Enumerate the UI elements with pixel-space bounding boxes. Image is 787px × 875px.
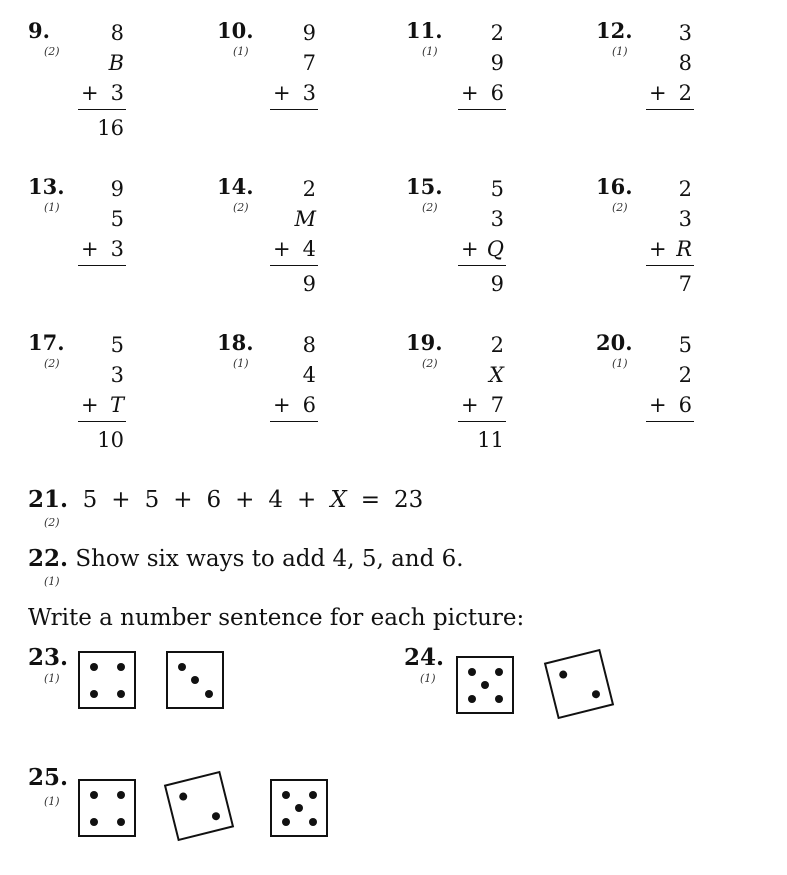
problem-number: 16. xyxy=(596,174,633,199)
addend-line xyxy=(646,360,696,390)
addend-value: 4 xyxy=(302,237,316,261)
addend-line xyxy=(270,48,320,78)
problem-17 xyxy=(28,330,208,470)
addend-line xyxy=(78,18,128,48)
problem-number: 17. xyxy=(28,330,65,355)
plus-sign: + xyxy=(461,237,479,261)
plus-sign: + xyxy=(461,81,479,105)
points: (1) xyxy=(422,45,438,58)
addend-line xyxy=(270,360,320,390)
problem-number: 24. xyxy=(404,644,445,671)
addend-line xyxy=(78,360,128,390)
addend-value: 6 xyxy=(302,393,316,417)
equation-term: 5 xyxy=(82,487,98,513)
addend-stack xyxy=(270,18,320,110)
pip xyxy=(205,690,213,698)
problem-number: 20. xyxy=(596,330,633,355)
addend-line xyxy=(458,18,508,48)
pip xyxy=(468,668,476,676)
pip xyxy=(211,811,221,821)
sum-line xyxy=(270,265,318,266)
addend-line xyxy=(458,48,508,78)
problem-number: 11. xyxy=(406,18,443,43)
addend-line xyxy=(270,18,320,48)
problem-number: 10. xyxy=(217,18,254,43)
points: (2) xyxy=(422,357,438,370)
problem-number: 25. xyxy=(28,764,69,791)
plus-sign: + xyxy=(649,81,667,105)
addend-line xyxy=(646,390,696,420)
addend-value: 3 xyxy=(678,207,692,231)
plus-sign: + xyxy=(649,237,667,261)
pip xyxy=(495,668,503,676)
addend-value: 9 xyxy=(110,177,124,201)
addend-value: 3 xyxy=(490,207,504,231)
pip xyxy=(295,804,303,812)
pip xyxy=(90,690,98,698)
sum-value: 9 xyxy=(302,272,316,296)
pip xyxy=(309,791,317,799)
plus-sign: + xyxy=(649,393,667,417)
instruction: Write a number sentence for each picture: xyxy=(28,605,525,631)
addend-stack xyxy=(78,174,128,266)
sum-line xyxy=(458,109,506,110)
addend-stack xyxy=(646,330,696,422)
plus-sign: + xyxy=(461,393,479,417)
addend-line xyxy=(78,390,128,420)
points: (2) xyxy=(612,201,628,214)
equation-term: = xyxy=(360,487,380,513)
addend-stack xyxy=(458,330,508,457)
addend-value: 3 xyxy=(678,21,692,45)
addend-line xyxy=(646,78,696,108)
points: (2) xyxy=(422,201,438,214)
addend-value: 3 xyxy=(110,363,124,387)
sum-row xyxy=(78,113,128,145)
addend-value: 5 xyxy=(678,333,692,357)
problem-number: 23. xyxy=(28,644,69,671)
addend-stack xyxy=(270,330,320,422)
pip xyxy=(178,663,186,671)
addend-line xyxy=(646,48,696,78)
plus-sign: + xyxy=(273,237,291,261)
problem-23 xyxy=(28,644,68,671)
problem-15 xyxy=(406,174,586,314)
problem-19 xyxy=(406,330,586,470)
addend-value: 2 xyxy=(678,363,692,387)
problem-number: 12. xyxy=(596,18,633,43)
equation-term: + xyxy=(111,487,131,513)
problem-24 xyxy=(404,644,444,671)
addend-line xyxy=(270,204,320,234)
addend-value: 2 xyxy=(490,21,504,45)
problem-12 xyxy=(596,18,776,158)
sum-line xyxy=(458,265,506,266)
addend-line xyxy=(646,234,696,264)
addend-line xyxy=(78,78,128,108)
sum-line xyxy=(646,265,694,266)
points: (2) xyxy=(44,516,60,529)
addend-line xyxy=(78,204,128,234)
addend-line xyxy=(78,330,128,360)
die-4 xyxy=(78,779,136,837)
addend-value: Q xyxy=(486,237,504,261)
equation-term: 23 xyxy=(393,487,424,513)
addend-line xyxy=(646,330,696,360)
addend-value: 3 xyxy=(302,81,316,105)
pip xyxy=(117,663,125,671)
addend-line xyxy=(458,390,508,420)
problem-16 xyxy=(596,174,776,314)
problem-10 xyxy=(217,18,397,158)
equation-term: 4 xyxy=(268,487,284,513)
addend-value: 2 xyxy=(678,81,692,105)
points: (2) xyxy=(44,45,60,58)
addend-value: 5 xyxy=(110,207,124,231)
problem-20 xyxy=(596,330,776,470)
addend-value: 9 xyxy=(490,51,504,75)
addend-value: 8 xyxy=(110,21,124,45)
equation-term: X xyxy=(330,487,347,513)
pip xyxy=(591,689,601,699)
addend-value: 3 xyxy=(110,237,124,261)
problem-9 xyxy=(28,18,208,158)
addend-line xyxy=(270,234,320,264)
points: (1) xyxy=(44,672,60,685)
sum-row xyxy=(646,269,696,301)
addend-stack xyxy=(646,174,696,301)
addend-value: 3 xyxy=(110,81,124,105)
problem-14 xyxy=(217,174,397,314)
addend-value: 2 xyxy=(678,177,692,201)
sum-line xyxy=(78,421,126,422)
die-5 xyxy=(270,779,328,837)
addend-line xyxy=(458,174,508,204)
addend-value: 2 xyxy=(490,333,504,357)
addend-line xyxy=(270,174,320,204)
addend-value: 8 xyxy=(678,51,692,75)
addend-value: 7 xyxy=(490,393,504,417)
pip xyxy=(558,669,568,679)
problem-25 xyxy=(28,764,68,791)
points: (1) xyxy=(612,45,628,58)
addend-line xyxy=(458,360,508,390)
addend-line xyxy=(78,174,128,204)
addend-line xyxy=(646,18,696,48)
problem-number: 15. xyxy=(406,174,443,199)
addend-line xyxy=(270,78,320,108)
sum-row xyxy=(78,425,128,457)
problem-18 xyxy=(217,330,397,470)
addend-line xyxy=(458,204,508,234)
sum-value: 11 xyxy=(477,428,504,452)
plus-sign: + xyxy=(81,237,99,261)
problem-number: 18. xyxy=(217,330,254,355)
sum-value: 16 xyxy=(97,116,124,140)
addend-value: 9 xyxy=(302,21,316,45)
points: (2) xyxy=(44,357,60,370)
addend-stack xyxy=(78,330,128,457)
addend-value: R xyxy=(676,237,692,261)
pip xyxy=(481,681,489,689)
addend-line xyxy=(458,78,508,108)
addend-stack xyxy=(270,174,320,301)
addend-line xyxy=(646,204,696,234)
equation-term: + xyxy=(235,487,255,513)
sum-row xyxy=(458,269,508,301)
addend-stack xyxy=(78,18,128,145)
problem-22 xyxy=(28,545,464,572)
pip xyxy=(117,818,125,826)
points: (1) xyxy=(612,357,628,370)
addend-stack xyxy=(458,174,508,301)
die-3 xyxy=(166,651,224,709)
equation-term: + xyxy=(173,487,193,513)
points: (2) xyxy=(233,201,249,214)
sum-line xyxy=(270,421,318,422)
points: (1) xyxy=(233,45,249,58)
sum-value: 7 xyxy=(678,272,692,296)
sum-line xyxy=(270,109,318,110)
problem-number: 22. xyxy=(28,545,69,572)
pip xyxy=(117,791,125,799)
addend-value: 5 xyxy=(490,177,504,201)
addend-line xyxy=(78,48,128,78)
pip xyxy=(282,791,290,799)
points: (1) xyxy=(233,357,249,370)
addend-value: M xyxy=(294,207,316,231)
pip xyxy=(468,695,476,703)
addend-value: 6 xyxy=(490,81,504,105)
addend-value: X xyxy=(489,363,504,387)
problem-text: Show six ways to add 4, 5, and 6. xyxy=(75,546,464,572)
die-4 xyxy=(78,651,136,709)
sum-value: 10 xyxy=(97,428,124,452)
equation-term: 6 xyxy=(206,487,222,513)
points: (1) xyxy=(44,575,60,588)
equation-term: + xyxy=(297,487,317,513)
problem-21 xyxy=(28,486,423,513)
addend-value: T xyxy=(109,393,124,417)
problem-number: 19. xyxy=(406,330,443,355)
pip xyxy=(282,818,290,826)
problem-number: 21. xyxy=(28,486,69,513)
die-5 xyxy=(456,656,514,714)
plus-sign: + xyxy=(273,393,291,417)
problem-13 xyxy=(28,174,208,314)
sum-row xyxy=(270,269,320,301)
addend-line xyxy=(646,174,696,204)
plus-sign: + xyxy=(81,393,99,417)
sum-line xyxy=(78,109,126,110)
problem-number: 9. xyxy=(28,18,50,43)
plus-sign: + xyxy=(81,81,99,105)
pip xyxy=(117,690,125,698)
pip xyxy=(309,818,317,826)
equation xyxy=(75,487,423,513)
die-2 xyxy=(164,771,234,841)
addend-value: 5 xyxy=(110,333,124,357)
addend-line xyxy=(78,234,128,264)
addend-stack xyxy=(646,18,696,110)
addend-stack xyxy=(458,18,508,110)
sum-line xyxy=(458,421,506,422)
points: (1) xyxy=(420,672,436,685)
points: (1) xyxy=(44,795,60,808)
addend-line xyxy=(270,390,320,420)
points: (1) xyxy=(44,201,60,214)
pip xyxy=(495,695,503,703)
problem-number: 14. xyxy=(217,174,254,199)
addend-value: 8 xyxy=(302,333,316,357)
addend-value: 7 xyxy=(302,51,316,75)
addend-value: 6 xyxy=(678,393,692,417)
sum-line xyxy=(646,109,694,110)
plus-sign: + xyxy=(273,81,291,105)
sum-value: 9 xyxy=(490,272,504,296)
pip xyxy=(191,676,199,684)
sum-line xyxy=(646,421,694,422)
addend-line xyxy=(270,330,320,360)
sum-row xyxy=(458,425,508,457)
addend-value: 2 xyxy=(302,177,316,201)
pip xyxy=(90,663,98,671)
pip xyxy=(178,791,188,801)
sum-line xyxy=(78,265,126,266)
problem-number: 13. xyxy=(28,174,65,199)
pip xyxy=(90,818,98,826)
die-2 xyxy=(544,649,614,719)
equation-term: 5 xyxy=(144,487,160,513)
addend-line xyxy=(458,330,508,360)
pip xyxy=(90,791,98,799)
addend-value: B xyxy=(108,51,124,75)
problem-11 xyxy=(406,18,586,158)
addend-value: 4 xyxy=(302,363,316,387)
addend-line xyxy=(458,234,508,264)
